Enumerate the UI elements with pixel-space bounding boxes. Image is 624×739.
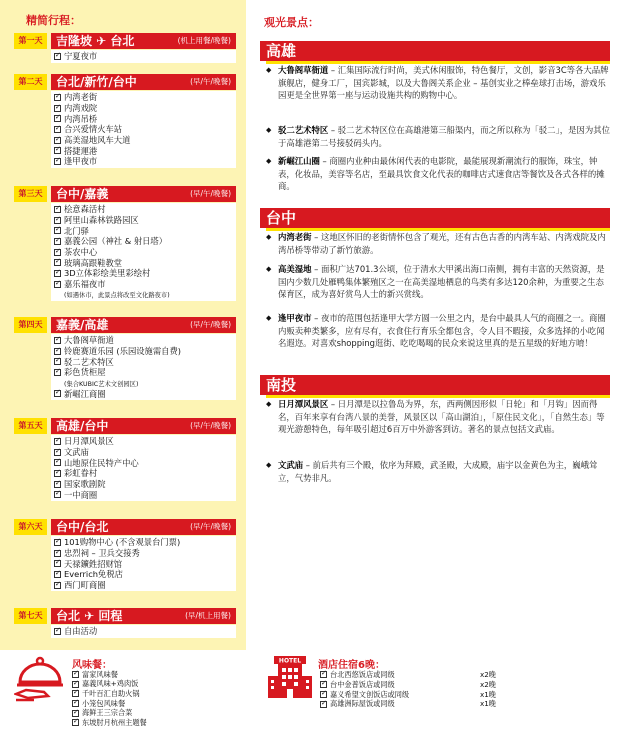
sight-description: – 汇集国际流行时尚，美式休闲服饰，特色餐厅，文创，影音3C等各大品牌旗舰店，健身工厂，国宾影城，以及大鲁阁关系企业 – 基创实业之棒垒球打击场，游戏乐园更是全世界第一座与运动设施共构的购物中心。 (278, 65, 609, 101)
hotel-name: 嘉义希望文创饭店或同级 (330, 689, 410, 699)
itinerary-item-text: Everrich免税店 (64, 569, 123, 580)
checkbox-icon (54, 550, 61, 557)
sight-name: 高美湿地 (278, 264, 312, 274)
sight-entry (266, 312, 612, 350)
itinerary-item-text: 茶农中心 (64, 247, 98, 258)
region-header (260, 375, 610, 395)
sight-entry (266, 64, 612, 102)
hotel-icon-label: HOTEL (278, 657, 302, 665)
diamond-bullet-icon: ◆ (266, 265, 272, 273)
food-title: 风味餐： (72, 660, 112, 671)
diamond-bullet-icon: ◆ (266, 233, 272, 241)
itinerary-item-text: 宁夏夜市 (64, 51, 98, 62)
day-items (51, 536, 236, 591)
checkbox-icon (54, 94, 61, 101)
hotel-name: 高雄洲际屋饭或同级 (330, 699, 395, 709)
sight-description: – 驳二艺术特区位在高雄港第三船渠内，而之所以称为「驳二」，是因为其位于高雄港第二号接驳码头内。 (278, 125, 610, 148)
checkbox-icon (54, 259, 61, 266)
itinerary-item (54, 580, 233, 591)
day-route-bar (51, 33, 236, 49)
itinerary-item-text: 北门驿 (64, 225, 89, 236)
sight-name: 内湾老街 (278, 232, 312, 242)
checkbox-icon (54, 470, 61, 477)
checkbox-icon (54, 358, 61, 365)
day-meals: (早/机上用餐) (185, 611, 231, 620)
checkbox-icon (320, 671, 327, 678)
day-items (51, 435, 236, 501)
itinerary-title: 精简行程： (26, 14, 81, 27)
day-tag: 第六天 (14, 519, 47, 535)
checkbox-icon (54, 238, 61, 245)
checkbox-icon (54, 390, 61, 397)
hotel-name: 台北西悠饭店或同级 (330, 669, 395, 679)
itinerary-item (54, 156, 233, 167)
diamond-bullet-icon: ◆ (266, 400, 272, 408)
region-header (260, 208, 610, 228)
hotel-item (320, 699, 496, 709)
day-items (51, 91, 236, 168)
itinerary-item-text: 山地原住民特产中心 (64, 457, 139, 468)
sight-entry (266, 231, 612, 256)
day-route: 吉隆坡 ✈ 台北 (56, 34, 135, 48)
itinerary-item-text: 一中商圈 (64, 489, 98, 500)
checkbox-icon (72, 690, 79, 697)
sight-description: – 商圈内业种由最休闲代表的电影院，最能展现新潮流行的服饰，珠宝，钟表，化妆品，美容等名店，至最具饮食文化代表的咖啡店式速食店等餐饮及各式各样的摊商。 (278, 156, 605, 192)
checkbox-icon (54, 571, 61, 578)
diamond-bullet-icon: ◆ (266, 314, 272, 322)
food-item-text: 海鲜王三宗合菜 (82, 708, 133, 718)
checkbox-icon (54, 438, 61, 445)
checkbox-icon (54, 53, 61, 60)
itinerary-item-text: 合兴爱情火车站 (64, 124, 123, 135)
region-name: 台中 (266, 209, 297, 227)
food-item-text: 嘉義风味+鸡肉饭 (82, 679, 139, 689)
day-meals: (机上用餐/晚餐) (177, 36, 231, 45)
food-item-text: 千叶百汇自助火锅 (82, 688, 140, 698)
hotel-nights: x1晚 (479, 699, 496, 709)
hotel-icon (266, 654, 314, 700)
sight-entry (266, 459, 612, 484)
day-tag: 第二天 (14, 74, 47, 90)
checkbox-icon (72, 671, 79, 678)
itinerary-item-text: 嘉乐福夜市 (64, 279, 106, 290)
checkbox-icon (54, 270, 61, 277)
itinerary-item (54, 388, 233, 399)
day-meals: (早/午/晚餐) (190, 77, 231, 86)
checkbox-icon (54, 348, 61, 355)
day-route: 台中/台北 (56, 520, 109, 534)
day-route: 高雄/台中 (56, 419, 109, 433)
itinerary-item (54, 51, 233, 62)
checkbox-icon (54, 206, 61, 213)
itinerary-item-text: 内湾吊桥 (64, 113, 98, 124)
checkbox-icon (54, 249, 61, 256)
diamond-bullet-icon: ◆ (266, 157, 272, 165)
itinerary-item-text: 铃鹿赛道乐园 (乐园设施需自费) (64, 346, 181, 357)
itinerary-item-text: 101购物中心 (不含观景台门票) (64, 537, 181, 548)
day-meals: (早/午/晚餐) (190, 189, 231, 198)
day-route-bar (51, 519, 236, 535)
day-route-bar (51, 317, 236, 333)
checkbox-icon (54, 481, 61, 488)
sight-entry (266, 263, 612, 301)
itinerary-item-text: 高美湿地风车大道 (64, 135, 131, 146)
itinerary-item-text: 3D立体彩绘美里彩绘村 (64, 268, 151, 279)
day-tag: 第四天 (14, 317, 47, 333)
hotel-title: 酒店住宿6晚： (318, 660, 385, 671)
checkbox-icon (54, 459, 61, 466)
itinerary-item-text: (集合KUBIC艺术文创园区) (64, 380, 139, 388)
day-route-bar (51, 186, 236, 202)
itinerary-item (54, 290, 233, 301)
checkbox-icon (320, 701, 327, 708)
food-item (72, 680, 147, 690)
checkbox-icon (72, 710, 79, 717)
checkbox-icon (320, 691, 327, 698)
food-item (72, 699, 147, 709)
checkbox-icon (54, 449, 61, 456)
sight-description: – 这地区怀旧的老街情怀包含了观光，还有古色古香的内湾车站、内湾戏院及内湾吊桥等带动了新竹旅游。 (278, 232, 606, 255)
food-item (72, 708, 147, 718)
sight-entry (266, 124, 612, 149)
day-route-bar (51, 418, 236, 434)
itinerary-panel (0, 0, 246, 650)
food-list (72, 670, 147, 728)
checkbox-icon (72, 681, 79, 688)
day-meals: (早/午/晚餐) (190, 421, 231, 430)
checkbox-icon (54, 491, 61, 498)
sight-name: 文武庙 (278, 460, 304, 470)
itinerary-item-text: 国家歌剧院 (64, 479, 106, 490)
day-tag: 第五天 (14, 418, 47, 434)
checkbox-icon (54, 281, 61, 288)
itinerary-item-text: 彩色货柜屋 (64, 367, 106, 378)
checkbox-icon (54, 337, 61, 344)
sight-description: – 面积广达701.3公顷，位于清水大甲溪出海口南侧，拥有丰富的天然资源，是国内少数几处雁鸭集体繁殖区之一在高美湿地栖息的鸟类有多达120余种，为重要之生态保育区，成为喜好赏鸟人士的新兴赏线。 (278, 264, 605, 300)
checkbox-icon (54, 227, 61, 234)
sight-description: – 前后共有三个殿，依序为拜殿，武圣殿，大成殿，庙宇以金黄色为主，巍峨耸立，气势非凡。 (278, 460, 598, 483)
food-item-text: 东坡肘月杭州主题餐 (82, 717, 147, 727)
itinerary-item-text: 内湾戏院 (64, 103, 98, 114)
sight-name: 大鲁阁草衙道 (278, 65, 329, 75)
checkbox-icon (54, 560, 61, 567)
itinerary-item-text: 自由活动 (64, 626, 98, 637)
checkbox-icon (54, 147, 61, 154)
itinerary-item (54, 279, 233, 290)
food-item-text: 富家风味餐 (82, 669, 118, 679)
itinerary-item (54, 367, 233, 378)
food-item (72, 689, 147, 699)
itinerary-item-text: 天禄鑛鉎招财馆 (64, 558, 123, 569)
food-item (72, 718, 147, 728)
day-route: 嘉義/高雄 (56, 318, 109, 332)
itinerary-item (54, 489, 233, 500)
day-tag: 第三天 (14, 186, 47, 202)
food-item (72, 670, 147, 680)
itinerary-item (54, 626, 233, 637)
itinerary-item-text: 西门町商圈 (64, 580, 106, 591)
sight-name: 逢甲夜市 (278, 313, 312, 323)
day-route: 台北 ✈ 回程 (56, 609, 123, 623)
checkbox-icon (54, 217, 61, 224)
cloche-icon (14, 654, 66, 702)
region-name: 高雄 (266, 42, 297, 60)
sight-name: 日月潭风景区 (278, 399, 329, 409)
itinerary-item-text: 玻璃高跟鞋教堂 (64, 257, 123, 268)
day-items (51, 334, 236, 400)
checkbox-icon (54, 158, 61, 165)
checkbox-icon (54, 115, 61, 122)
hotel-name: 台中金普饭店或同级 (330, 679, 395, 689)
day-tag: 第一天 (14, 33, 47, 49)
hotel-nights: x2晚 (479, 669, 496, 679)
hotel-nights: x2晚 (479, 679, 496, 689)
hotel-item (320, 680, 496, 690)
sight-name: 新崛江山圈 (278, 156, 320, 166)
food-item-text: 小笼包风味餐 (82, 698, 126, 708)
checkbox-icon (54, 539, 61, 546)
checkbox-icon (54, 137, 61, 144)
itinerary-item-text: 逢甲夜市 (64, 156, 98, 167)
day-items (51, 203, 236, 301)
day-tag: 第七天 (14, 608, 47, 624)
checkbox-icon (54, 126, 61, 133)
day-items (51, 50, 236, 63)
itinerary-item-text: 新崛江商圈 (64, 388, 106, 399)
sights-title: 观光景点： (264, 16, 319, 29)
day-meals: (早/午/晚餐) (190, 320, 231, 329)
checkbox-icon (54, 105, 61, 112)
day-items (51, 625, 236, 638)
checkbox-icon (320, 681, 327, 688)
checkbox-icon (72, 719, 79, 726)
itinerary-item-text: 彩虹眷村 (64, 468, 98, 479)
sight-name: 驳二艺术特区 (278, 125, 329, 135)
sight-description: – 夜市的范围包括逢甲大学方圆一公里之内，是台中最具人气的商圈之一。商圈内贩卖种类繁多，应有尽有，衣食住行育乐全都包含，令人目不暇接，众多选择的小吃闻名遐迩。对喜欢shopping逛街、吃吃喝喝的民众来说这里真的是五星级的好地方唷！ (278, 313, 606, 349)
hotel-nights: x1晚 (479, 689, 496, 699)
sight-entry (266, 155, 612, 193)
day-route-bar (51, 74, 236, 90)
itinerary-item-text: 桧意森活村 (64, 204, 106, 215)
itinerary-item-text: 驳二艺术特区 (64, 356, 114, 367)
diamond-bullet-icon: ◆ (266, 461, 272, 469)
region-name: 南投 (266, 376, 297, 394)
checkbox-icon (54, 582, 61, 589)
checkbox-icon (72, 700, 79, 707)
region-header (260, 41, 610, 61)
hotel-item (320, 670, 496, 680)
itinerary-item-text: (如遇休市，此景点将改至文化路夜市) (64, 292, 170, 300)
itinerary-item-text: 阿里山森林铁路园区 (64, 215, 139, 226)
checkbox-icon (54, 369, 61, 376)
sight-entry (266, 398, 612, 436)
day-route: 台北/新竹/台中 (56, 75, 137, 89)
day-route-bar (51, 608, 236, 624)
itinerary-item-text: 文武庙 (64, 447, 89, 458)
itinerary-item-text: 忠烈祠 – 卫兵交接秀 (64, 548, 140, 559)
hotel-list (320, 670, 496, 709)
day-route: 台中/嘉義 (56, 187, 109, 201)
checkbox-icon (54, 628, 61, 635)
itinerary-item-text: 日月潭风景区 (64, 436, 114, 447)
itinerary-item-text: 大鲁阁草衙道 (64, 335, 114, 346)
hotel-item (320, 690, 496, 700)
sight-description: – 日月潭是以拉鲁岛为界，东，西两侧因形似「日轮」和「月钩」因而得名，百年来享有台湾八景的美誉，风景区以「高山湖泊」，「原住民文化」，「自然生态」等观光游憩特色，每年吸引超过6百万中外游客到访。著名的景点包括文武庙。 (278, 399, 605, 435)
day-meals: (早/午/晚餐) (190, 522, 231, 531)
itinerary-item-text: 嘉義公园（神社 & 射日塔） (64, 236, 168, 247)
itinerary-item-text: 搭捷運港 (64, 145, 98, 156)
diamond-bullet-icon: ◆ (266, 66, 272, 74)
diamond-bullet-icon: ◆ (266, 126, 272, 134)
itinerary-item-text: 内湾老街 (64, 92, 98, 103)
